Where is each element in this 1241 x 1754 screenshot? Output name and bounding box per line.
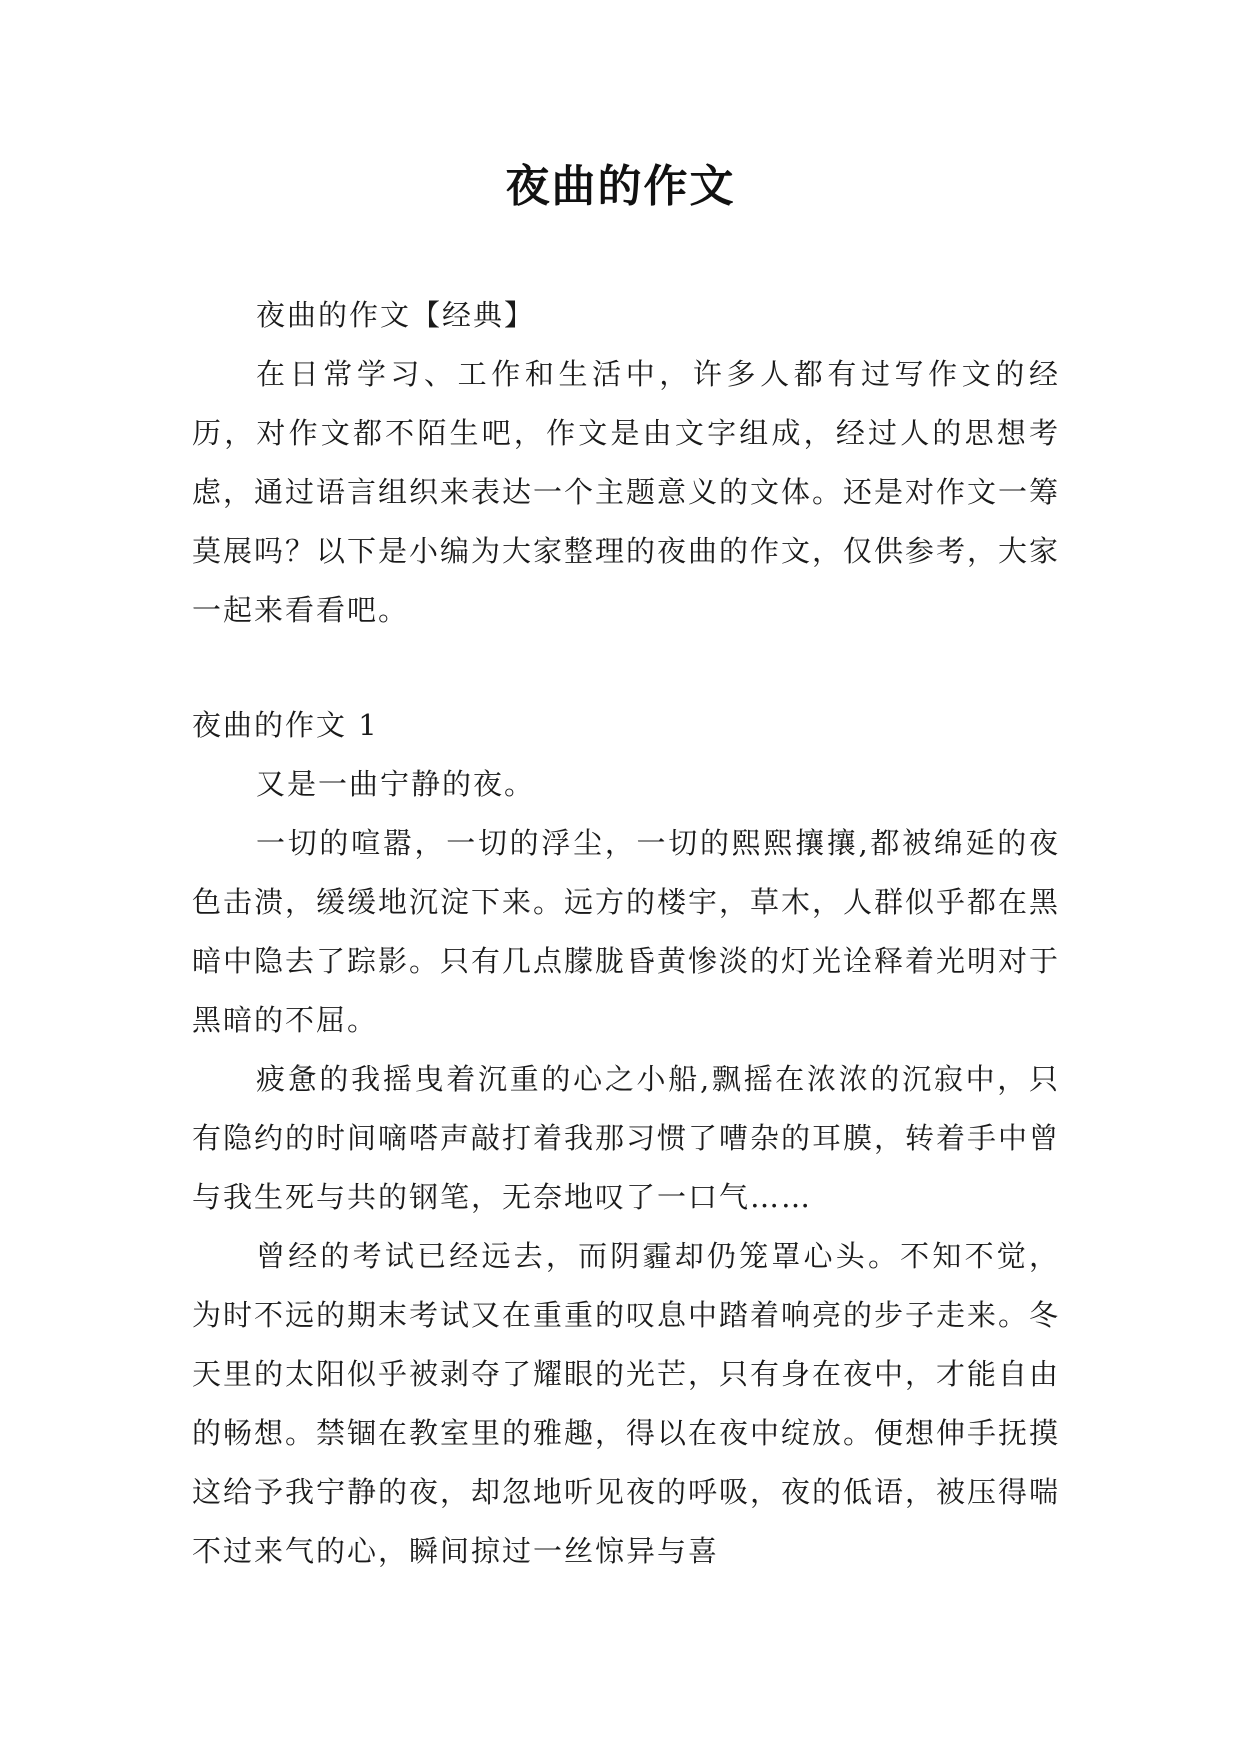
page-title: 夜曲的作文 — [505, 161, 736, 212]
section-title: 夜曲的作文 1 — [192, 708, 379, 742]
paragraph: 疲惫的我摇曳着沉重的心之小船,飘摇在浓浓的沉寂中，只有隐约的时间嘀嗒声敲打着我那习惯了嘈杂的耳膜，转着手中曾与我生死与共的钢笔，无奈地叹了一口气…… — [192, 1062, 1061, 1214]
intro-heading: 夜曲的作文【经典】 — [256, 298, 536, 332]
intro-paragraph: 在日常学习、工作和生活中，许多人都有过写作文的经历，对作文都不陌生吧，作文是由文字组成，经过人的思想考虑，通过语言组织来表达一个主题意义的文体。还是对作文一筹莫展吗？以下是小编为大家整理的夜曲的作文，仅供参考，大家一起来看看吧。 — [192, 357, 1061, 627]
document-body — [192, 286, 1060, 1581]
paragraph: 又是一曲宁静的夜。 — [256, 767, 536, 801]
paragraph: 一切的喧嚣，一切的浮尘，一切的熙熙攘攘,都被绵延的夜色击溃，缓缓地沉淀下来。远方的楼宇，草木，人群似乎都在黑暗中隐去了踪影。只有几点朦胧昏黄惨淡的灯光诠释着光明对于黑暗的不屈。 — [192, 826, 1061, 1037]
paragraph: 曾经的考试已经远去，而阴霾却仍笼罩心头。不知不觉，为时不远的期末考试又在重重的叹息中踏着响亮的步子走来。冬天里的太阳似乎被剥夺了耀眼的光芒，只有身在夜中，才能自由的畅想。禁锢在教室里的雅趣，得以在夜中绽放。便想伸手抚摸这给予我宁静的夜，却忽地听见夜的呼吸，夜的低语，被压得喘不过来气的心，瞬间掠过一丝惊异与喜 — [192, 1239, 1061, 1568]
